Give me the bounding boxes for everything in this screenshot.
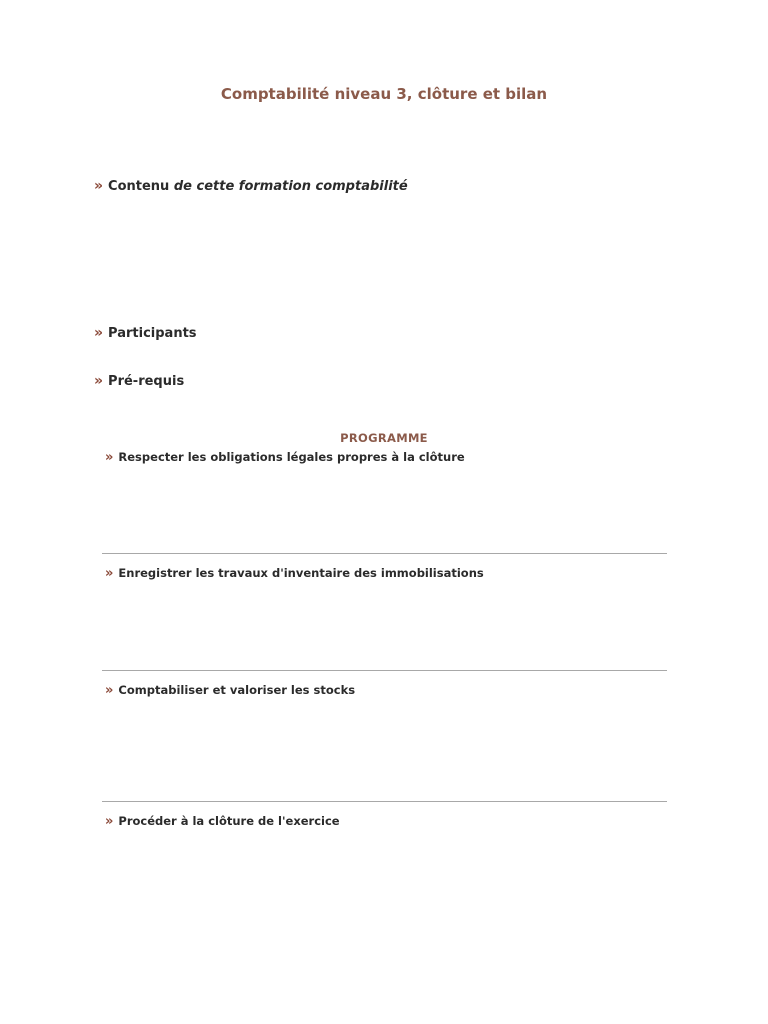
section-contenu <box>94 178 408 194</box>
programme-item <box>105 683 355 698</box>
section-prerequis-label: Pré-requis <box>108 374 185 389</box>
section-participants <box>94 325 197 341</box>
programme-item <box>105 450 465 465</box>
programme-item-label: Respecter les obligations légales propres à la clôture <box>118 450 465 464</box>
programme-item-label: Procéder à la clôture de l'exercice <box>118 814 340 828</box>
divider <box>102 801 667 802</box>
programme-item <box>105 566 484 581</box>
programme-title: PROGRAMME <box>340 431 428 445</box>
page-title: Comptabilité niveau 3, clôture et bilan <box>220 85 548 103</box>
chevron-right-icon: » <box>105 450 114 465</box>
chevron-right-icon: » <box>94 373 104 389</box>
chevron-right-icon: » <box>94 178 104 194</box>
chevron-right-icon: » <box>105 814 114 829</box>
programme-item-label: Enregistrer les travaux d'inventaire des immobilisations <box>118 566 484 580</box>
divider <box>102 670 667 671</box>
divider <box>102 553 667 554</box>
programme-item <box>105 814 340 829</box>
section-contenu-label: Contenu <box>108 179 170 194</box>
chevron-right-icon: » <box>94 325 104 341</box>
section-prerequis <box>94 373 184 389</box>
programme-item-label: Comptabiliser et valoriser les stocks <box>118 683 356 697</box>
chevron-right-icon: » <box>105 566 114 581</box>
section-participants-label: Participants <box>108 326 197 341</box>
section-contenu-italic: de cette formation comptabilité <box>173 179 408 194</box>
chevron-right-icon: » <box>105 683 114 698</box>
